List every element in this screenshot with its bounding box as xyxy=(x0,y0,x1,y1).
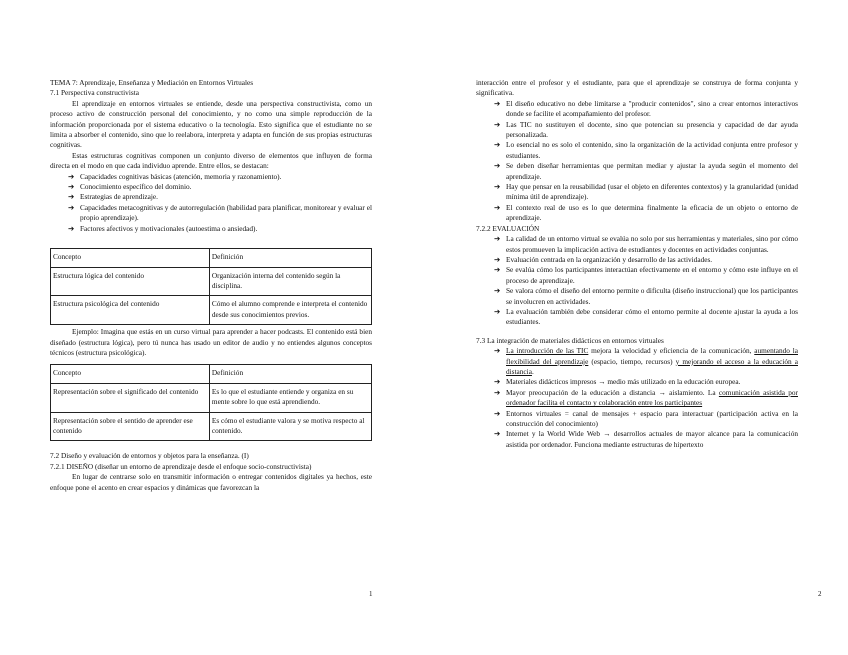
table-header-cell: Concepto xyxy=(51,249,210,267)
table-cell: Es cómo el estudiante valora y se motiva respecto al contenido. xyxy=(209,412,371,441)
section-7-2-2-heading: 7.2.2 EVALUACIÓN xyxy=(476,223,540,233)
table-header-cell: Concepto xyxy=(51,365,210,383)
list-item: ➔ Las TIC no sustituyen el docente, sino que potencian su presencia y capacidad de dar ayuda personalizada. xyxy=(494,119,798,140)
page-2-content xyxy=(476,78,798,450)
list-item: ➔ Estrategias de aprendizaje. xyxy=(68,192,158,202)
list-item: ➔ Entornos virtuales = canal de mensajes + espacio para interactuar (participación activa en la construcción del conocimiento) xyxy=(494,408,798,428)
evaluation-list xyxy=(476,234,798,328)
table-cell: Cómo el alumno comprende e interpreta el contenido desde sus conocimientos previos. xyxy=(209,296,371,325)
arrow-bullet-icon: ➔ xyxy=(68,182,75,192)
materials-list xyxy=(476,346,798,450)
list-item: ➔ El diseño educativo no debe limitarse a "producir contenidos", sino a crear entornos interactivos donde se facilite el acompañamiento del profesor. xyxy=(494,98,798,119)
arrow-bullet-icon: ➔ xyxy=(494,306,501,316)
arrow-bullet-icon: ➔ xyxy=(494,98,501,108)
arrow-bullet-icon: ➔ xyxy=(494,387,501,397)
list-item: ➔ Se deben diseñar herramientas que permitan mediar y ajustar la ayuda según el momento del aprendizaje. xyxy=(494,161,798,181)
design-principles-list xyxy=(476,99,798,224)
section-7-2-heading: 7.2 Diseño y evaluación de entornos y objetos para la enseñanza. (I) xyxy=(50,451,249,461)
list-item: ➔ La calidad de un entorno virtual se evalúa no solo por sus herramientas y materiales, sino por cómo estos promueven la implicación activa de estudiantes y docentes en actividades conjuntas. xyxy=(494,234,798,254)
arrow-bullet-icon: ➔ xyxy=(494,286,501,296)
table-cell: Organización interna del contenido según la disciplina. xyxy=(209,267,371,296)
table-row xyxy=(51,383,372,412)
table-header-row xyxy=(51,249,372,267)
document-page-2 xyxy=(424,0,848,655)
paragraph: Estas estructuras cognitivas componen un conjunto diverso de elementos que influyen de forma directa en el modo en que cada individuo aprende. Entre ellos, se destacan: xyxy=(50,150,372,171)
arrow-bullet-icon: ➔ xyxy=(494,140,501,150)
list-item: ➔ Lo esencial no es solo el contenido, sino la organización de la actividad conjunta entre profesor y estudiantes. xyxy=(494,140,798,160)
page-1-content xyxy=(50,78,372,493)
page-number: 1 xyxy=(369,590,373,598)
table-row xyxy=(51,267,372,296)
list-item: ➔ Factores afectivos y motivacionales (autoestima o ansiedad). xyxy=(68,223,258,233)
arrow-bullet-icon: ➔ xyxy=(68,223,75,233)
table-cell: Representación sobre el sentido de aprender ese contenido xyxy=(51,412,210,441)
arrow-bullet-icon: ➔ xyxy=(494,202,501,212)
paragraph: El aprendizaje en entornos virtuales se entiende, desde una perspectiva constructivista, como un proceso activo de construcción personal del conocimiento, y no como una simple reproducción de la información proporcionada por el sistema educativo o la tecnología. Esto significa que el estudiante no se limita a absorber el contenido, sino que lo reelabora, interpreta y adapta en función de sus propias estructuras cognitivas. xyxy=(50,98,372,150)
arrow-bullet-icon: ➔ xyxy=(494,377,501,387)
table-cell: Es lo que el estudiante entiende y organiza en su mente sobre lo que está aprendiendo. xyxy=(209,383,371,412)
arrow-bullet-icon: ➔ xyxy=(494,119,501,129)
arrow-bullet-icon: ➔ xyxy=(494,182,501,192)
list-item: ➔ Internet y la World Wide Web → desarrollos actuales de mayor alcance para la comunicación asistida por ordenador. Funciona mediante estructuras de hipertexto xyxy=(494,429,798,449)
list-item: ➔ Capacidades metacognitivas y de autorregulación (habilidad para planificar, monitorear y evaluar el propio aprendizaje). xyxy=(68,202,372,223)
list-item: ➔ Mayor preocupación de la educación a distancia → aislamiento. La comunicación asistida por ordenador facilita el contacto y colaboración entre los participantes xyxy=(494,387,798,408)
example-paragraph: Ejemplo: Imagina que estás en un curso virtual para aprender a hacer podcasts. El contenido está bien diseñado (estructura lógica), pero tú nunca has usado un editor de audio y no entiendes algunos conceptos técnicos (estructura psicológica). xyxy=(50,327,372,357)
section-7-2-1-heading: 7.2.1 DISEÑO (diseñar un entorno de aprendizaje desde el enfoque socio-constructivista) xyxy=(50,461,312,471)
arrow-bullet-icon: ➔ xyxy=(68,192,75,202)
list-item: ➔ La evaluación también debe considerar cómo el entorno permite al docente ajustar la ayuda a los estudiantes. xyxy=(494,306,798,327)
representation-table xyxy=(50,364,372,441)
list-item: ➔ Evaluación centrada en la organización y desarrollo de las actividades. xyxy=(494,254,713,264)
list-item: ➔ Se evalúa cómo los participantes interactúan efectivamente en el entorno y cómo este influye en el proceso de aprendizaje. xyxy=(494,265,798,285)
list-item: ➔ Materiales didácticos impresos → medio más utilizado en la educación europea. xyxy=(494,377,741,387)
content-structure-table xyxy=(50,248,372,325)
table-cell: Representación sobre el significado del contenido xyxy=(51,383,210,412)
list-item: ➔ El contexto real de uso es lo que determina finalmente la eficacia de un objeto o entorno de aprendizaje. xyxy=(494,202,798,223)
list-item: ➔ La introducción de las TIC mejora la velocidad y eficiencia de la comunicación, aumentando la flexibilidad del aprendizaje (espacio, tiempo, recursos) y mejorando el acceso a la educación a distancia. xyxy=(494,346,798,376)
section-7-1-heading: 7.1 Perspectiva constructivista xyxy=(50,88,139,98)
table-header-cell: Definición xyxy=(209,249,371,267)
arrow-bullet-icon: ➔ xyxy=(68,202,75,212)
arrow-bullet-icon: ➔ xyxy=(494,234,501,244)
table-cell: Estructura lógica del contenido xyxy=(51,267,210,296)
arrow-bullet-icon: ➔ xyxy=(68,171,75,181)
document-title: TEMA 7: Aprendizaje, Enseñanza y Mediación en Entornos Virtuales xyxy=(50,78,254,87)
section-7-3-heading: 7.3 La integración de materiales didácticos en entornos virtuales xyxy=(476,335,664,345)
page-number: 2 xyxy=(818,590,822,598)
table-header-row xyxy=(51,365,372,383)
list-item: ➔ Se valora cómo el diseño del entorno permite o dificulta (diseño instruccional) que los participantes se involucren en actividades. xyxy=(494,286,798,306)
table-row xyxy=(51,412,372,441)
cognitive-structures-list xyxy=(50,172,372,234)
table-cell: Estructura psicológica del contenido xyxy=(51,296,210,325)
list-item: ➔ Capacidades cognitivas básicas (atención, memoria y razonamiento). xyxy=(68,171,282,181)
arrow-bullet-icon: ➔ xyxy=(494,254,501,264)
arrow-bullet-icon: ➔ xyxy=(494,161,501,171)
list-item: ➔ Conocimiento específico del dominio. xyxy=(68,182,192,192)
arrow-bullet-icon: ➔ xyxy=(494,429,501,439)
table-header-cell: Definición xyxy=(209,365,371,383)
paragraph: En lugar de centrarse solo en transmitir información o entregar contenidos digitales ya hechos, este enfoque pone el acento en crear espacios y dinámicas que favorezcan la xyxy=(50,472,372,492)
arrow-bullet-icon: ➔ xyxy=(494,346,501,356)
paragraph: interacción entre el profesor y el estudiante, para que el aprendizaje se construya de forma conjunta y significativa. xyxy=(476,78,798,98)
list-item: ➔ Hay que pensar en la reusabilidad (usar el objeto en diferentes contextos) y la granularidad (unidad mínima útil de aprendizaje). xyxy=(494,182,798,202)
arrow-bullet-icon: ➔ xyxy=(494,265,501,275)
arrow-bullet-icon: ➔ xyxy=(494,408,501,418)
table-row xyxy=(51,296,372,325)
